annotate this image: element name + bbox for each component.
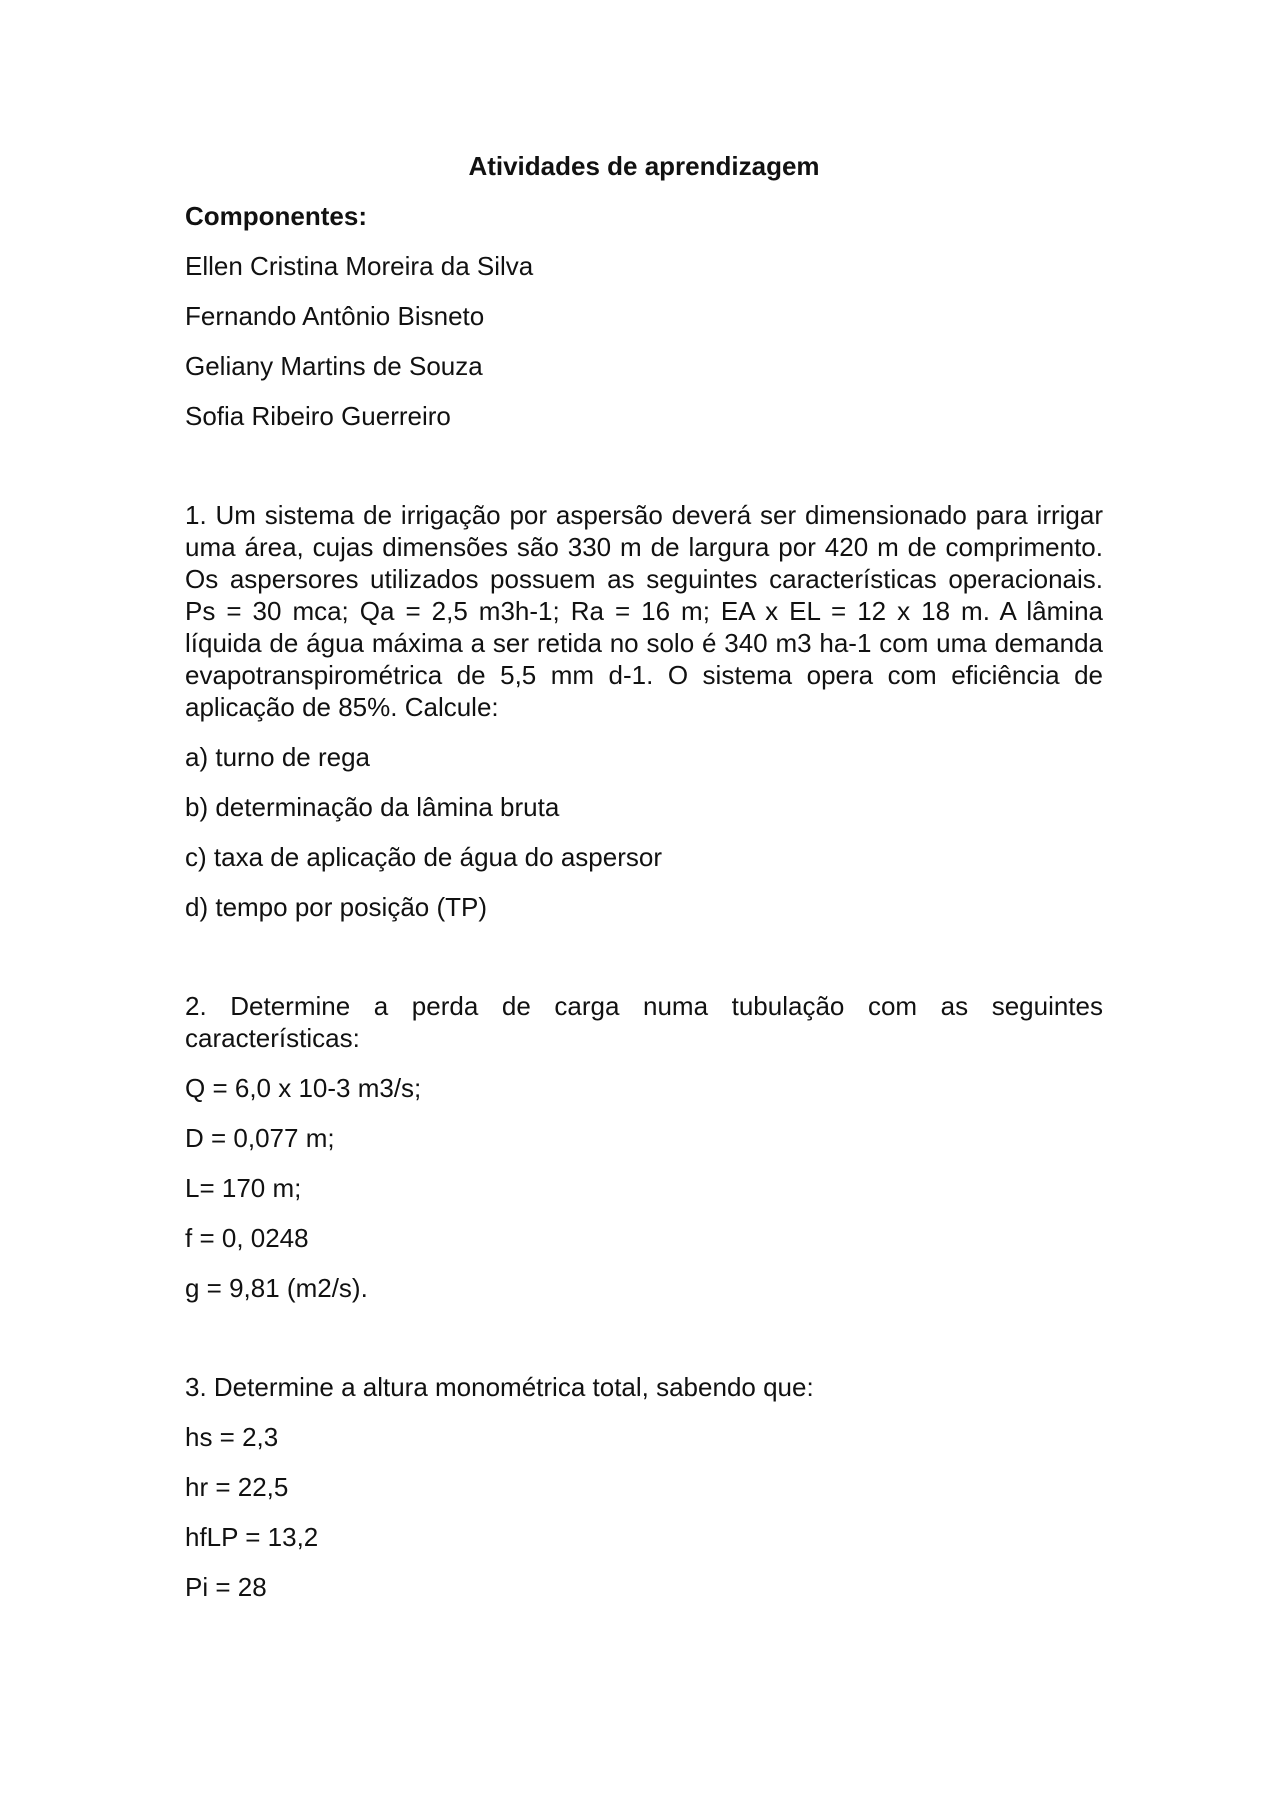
question-1-text: 1. Um sistema de irrigação por aspersão deverá ser dimensionado para irrigar uma área, cujas dimensões são 330 m de largura por 420 m de comprimento. Os aspersores utilizados possuem as seguintes características operacionais. Ps = 30 mca; Qa = 2,5 m3h-1; Ra = 16 m; EA x EL = 12 x 18 m. A lâmina líquida de água máxima a ser retida no solo é 340 m3 ha-1 com uma demanda evapotranspirométrica de 5,5 mm d-1. O sistema opera com eficiência de aplicação de 85%. Calcule: <box>185 500 1103 722</box>
spacer <box>185 941 1103 990</box>
document-content <box>185 150 1103 1621</box>
question-2-item: Q = 6,0 x 10-3 m3/s; <box>185 1073 422 1103</box>
question-3-item: hr = 22,5 <box>185 1472 289 1502</box>
components-heading: Componentes: <box>185 201 367 231</box>
member-name: Fernando Antônio Bisneto <box>185 301 485 331</box>
member-name: Ellen Cristina Moreira da Silva <box>185 251 534 281</box>
question-1-item-c: c) taxa de aplicação de água do aspersor <box>185 842 662 872</box>
question-2-item: f = 0, 0248 <box>185 1223 309 1253</box>
question-2-item: L= 170 m; <box>185 1173 302 1203</box>
question-1-item-d: d) tempo por posição (TP) <box>185 892 488 922</box>
member-name: Geliany Martins de Souza <box>185 351 483 381</box>
question-1-item-a: a) turno de rega <box>185 742 371 772</box>
document-title: Atividades de aprendizagem <box>468 151 820 181</box>
question-3-item: Pi = 28 <box>185 1572 267 1602</box>
question-2-item: g = 9,81 (m2/s). <box>185 1273 368 1303</box>
question-3-item: hs = 2,3 <box>185 1422 279 1452</box>
spacer <box>185 1322 1103 1371</box>
question-2-item: D = 0,077 m; <box>185 1123 335 1153</box>
question-3-item: hfLP = 13,2 <box>185 1522 319 1552</box>
member-name: Sofia Ribeiro Guerreiro <box>185 401 451 431</box>
question-3-text: 3. Determine a altura monométrica total, sabendo que: <box>185 1372 814 1402</box>
question-1-item-b: b) determinação da lâmina bruta <box>185 792 560 822</box>
spacer <box>185 450 1103 499</box>
question-2-text: 2. Determine a perda de carga numa tubulação com as seguintes características: <box>185 991 1103 1053</box>
